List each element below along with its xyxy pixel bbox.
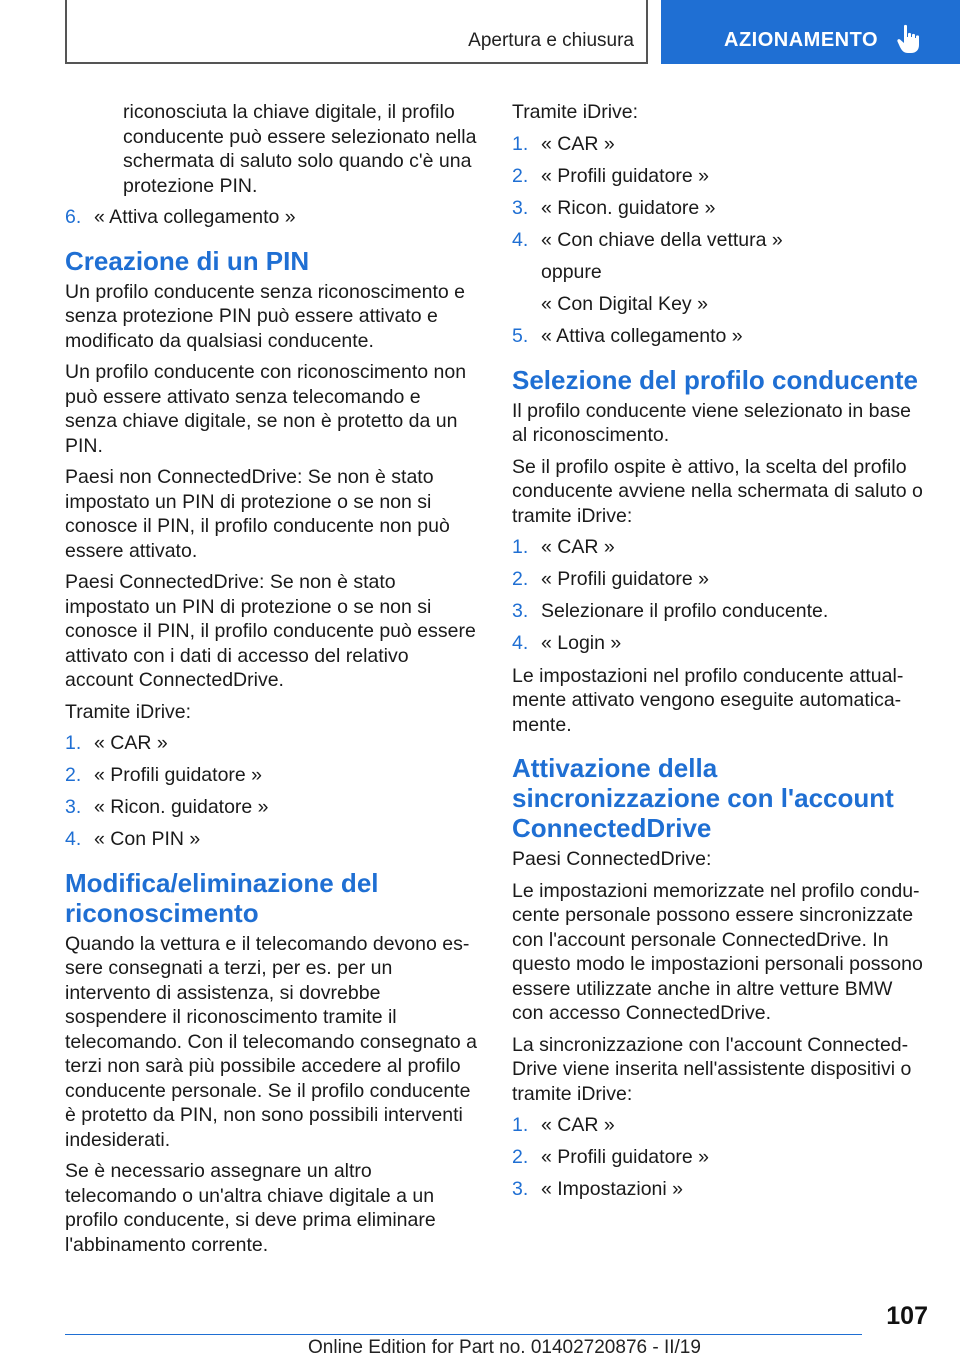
step-number: 5. — [512, 325, 529, 347]
paragraph: Paesi ConnectedDrive: — [512, 848, 712, 870]
section-title: Apertura e chiusura — [468, 30, 634, 51]
step-text: « Profili guidatore » — [541, 1146, 710, 1168]
paragraph: Quando la vettura e il telecomando devono essere consegnati a terzi, per es. per un intervento di assistenza, si dovrebbe sospendere il riconoscimento tramite il telecomando. Con il telecomando consegnato a terzi non sarà più possibile accedere al profilo conducente personale. Se il profilo conducente è protetto da PIN, non sono possibili interventi indesiderati. — [65, 932, 477, 1151]
paragraph: Le impostazioni nel profilo conducente attualmente attivato vengono eseguite automaticamente. — [512, 664, 904, 736]
step-number: 2. — [512, 1146, 529, 1168]
step-text: « CAR » — [541, 1114, 615, 1136]
pointing-hand-icon — [896, 24, 922, 54]
chapter-tab-label: AZIONAMENTO — [724, 29, 879, 51]
list-item — [512, 1113, 927, 1138]
step-number: 3. — [512, 1178, 529, 1200]
pin-step-list — [65, 731, 477, 852]
paragraph: Le impostazioni memorizzate nel profilo conducente personale possono essere sincronizzate con l'account personale ConnectedDrive. In questo modo le impostazioni personali possono essere utilizzate anche in altre vetture BMW con accesso ConnectedDrive. — [512, 879, 923, 1024]
paragraph: Se il profilo ospite è attivo, la scelta del profilo conducente avviene nella schermata di saluto o tramite iDrive: — [512, 455, 923, 527]
paragraph: Se è necessario assegnare un altro telecomando o un'altra chiave digitale a un profilo conducente, si deve prima eliminare l'abbinamento corrente. — [65, 1160, 436, 1256]
chapter-tab — [661, 0, 960, 64]
list-item — [65, 827, 477, 852]
left-column — [65, 100, 477, 1264]
paragraph: Paesi non ConnectedDrive: Se non è stato impostato un PIN di protezione o se non si conosce il PIN, il profilo conducente non può essere attivato. — [65, 466, 450, 562]
step-text: « Profili guidatore » — [94, 764, 263, 786]
step-text: « Con PIN » — [94, 828, 201, 850]
list-item — [512, 1177, 927, 1202]
select-step-list — [512, 535, 927, 656]
list-item — [65, 763, 477, 788]
paragraph: La sincronizzazione con l'account ConnectedDrive viene inserita nell'assistente dispositivi o tramite iDrive: — [512, 1033, 912, 1105]
footer-divider — [65, 1334, 862, 1335]
step-number: 2. — [512, 164, 529, 187]
step-text: « Impostazioni » — [541, 1178, 683, 1200]
list-item — [512, 631, 927, 656]
footer-edition: Online Edition for Part no. 01402720876 - II/19 — [308, 1337, 701, 1358]
list-item — [512, 599, 927, 624]
step-text: « Profili guidatore » — [541, 164, 710, 187]
step-number: 4. — [65, 828, 82, 850]
list-item — [65, 205, 477, 230]
list-item — [512, 535, 927, 560]
step-text: « CAR » — [94, 732, 168, 754]
heading-modify-recognition: Modifica/eliminazione del riconoscimento — [65, 867, 379, 928]
paragraph: Il profilo conducente viene selezionato in base al riconoscimento. — [512, 399, 911, 446]
sync-step-list — [512, 1113, 927, 1202]
step-number: 6. — [65, 206, 82, 228]
header-section-box — [65, 0, 648, 64]
list-item — [512, 164, 927, 189]
step-text: « Profili guidatore » — [541, 568, 710, 590]
list-item — [512, 567, 927, 592]
step-alternative-or: oppure — [541, 261, 602, 283]
paragraph: Tramite iDrive: — [512, 101, 639, 123]
intro-paragraph: riconosciuta la chiave digitale, il profilo conducente può essere selezionato nella schermata di saluto solo quando c'è una protezione PIN. — [123, 101, 477, 197]
list-item — [65, 731, 477, 756]
heading-select-profile: Selezione del profilo conducente — [512, 364, 918, 395]
step-number: 2. — [512, 568, 529, 590]
step-text: Selezionare il profilo conducente. — [541, 600, 829, 622]
step-text: « Con chiave della vettura » — [541, 228, 783, 251]
step-number: 3. — [512, 196, 529, 219]
list-item — [512, 324, 927, 349]
step-number: 1. — [65, 732, 82, 754]
step-number: 1. — [512, 1114, 529, 1136]
step-text: « Attiva collegamento » — [541, 325, 743, 347]
step-text: « Ricon. guidatore » — [541, 196, 716, 219]
list-item — [65, 795, 477, 820]
right-column — [512, 100, 927, 1210]
step-number: 4. — [512, 632, 529, 654]
paragraph: Paesi ConnectedDrive: Se non è stato impostato un PIN di protezione o se non si conosce il PIN, il profilo conducente può essere attivato con i dati di accesso del relativo account ConnectedDrive. — [65, 571, 476, 691]
step-number: 2. — [65, 764, 82, 786]
step-number: 1. — [512, 536, 529, 558]
step-number: 3. — [512, 600, 529, 622]
heading-sync-connecteddrive: Attivazione della sincronizzazione con l'account ConnectedDrive — [512, 753, 894, 843]
key-step-list — [512, 132, 927, 253]
paragraph: Un profilo conducente con riconoscimento non può essere attivato senza telecomando e senza chiave digitale, se non è protetto da un PIN. — [65, 361, 467, 457]
step-number: 3. — [65, 796, 82, 818]
key-step-list-continued — [512, 324, 927, 349]
list-item — [512, 196, 927, 221]
step-text: « Login » — [541, 632, 622, 654]
list-item — [512, 228, 927, 253]
paragraph: Tramite iDrive: — [65, 700, 192, 723]
paragraph: Un profilo conducente senza riconoscimento e senza protezione PIN può essere attivato e modificato da qualsiasi conducente. — [65, 280, 465, 352]
step-number: 4. — [512, 228, 529, 251]
step-text: « Ricon. guidatore » — [94, 796, 269, 818]
step-text: « Attiva collegamento » — [94, 206, 296, 228]
step-text: « CAR » — [541, 536, 615, 558]
intro-step-list — [65, 205, 477, 230]
heading-create-pin: Creazione di un PIN — [65, 245, 310, 276]
list-item — [512, 132, 927, 157]
list-item — [512, 1145, 927, 1170]
page-number: 107 — [886, 1302, 928, 1330]
step-text: « CAR » — [541, 132, 615, 155]
step-number: 1. — [512, 132, 529, 155]
step-alternative-text: « Con Digital Key » — [541, 293, 708, 315]
